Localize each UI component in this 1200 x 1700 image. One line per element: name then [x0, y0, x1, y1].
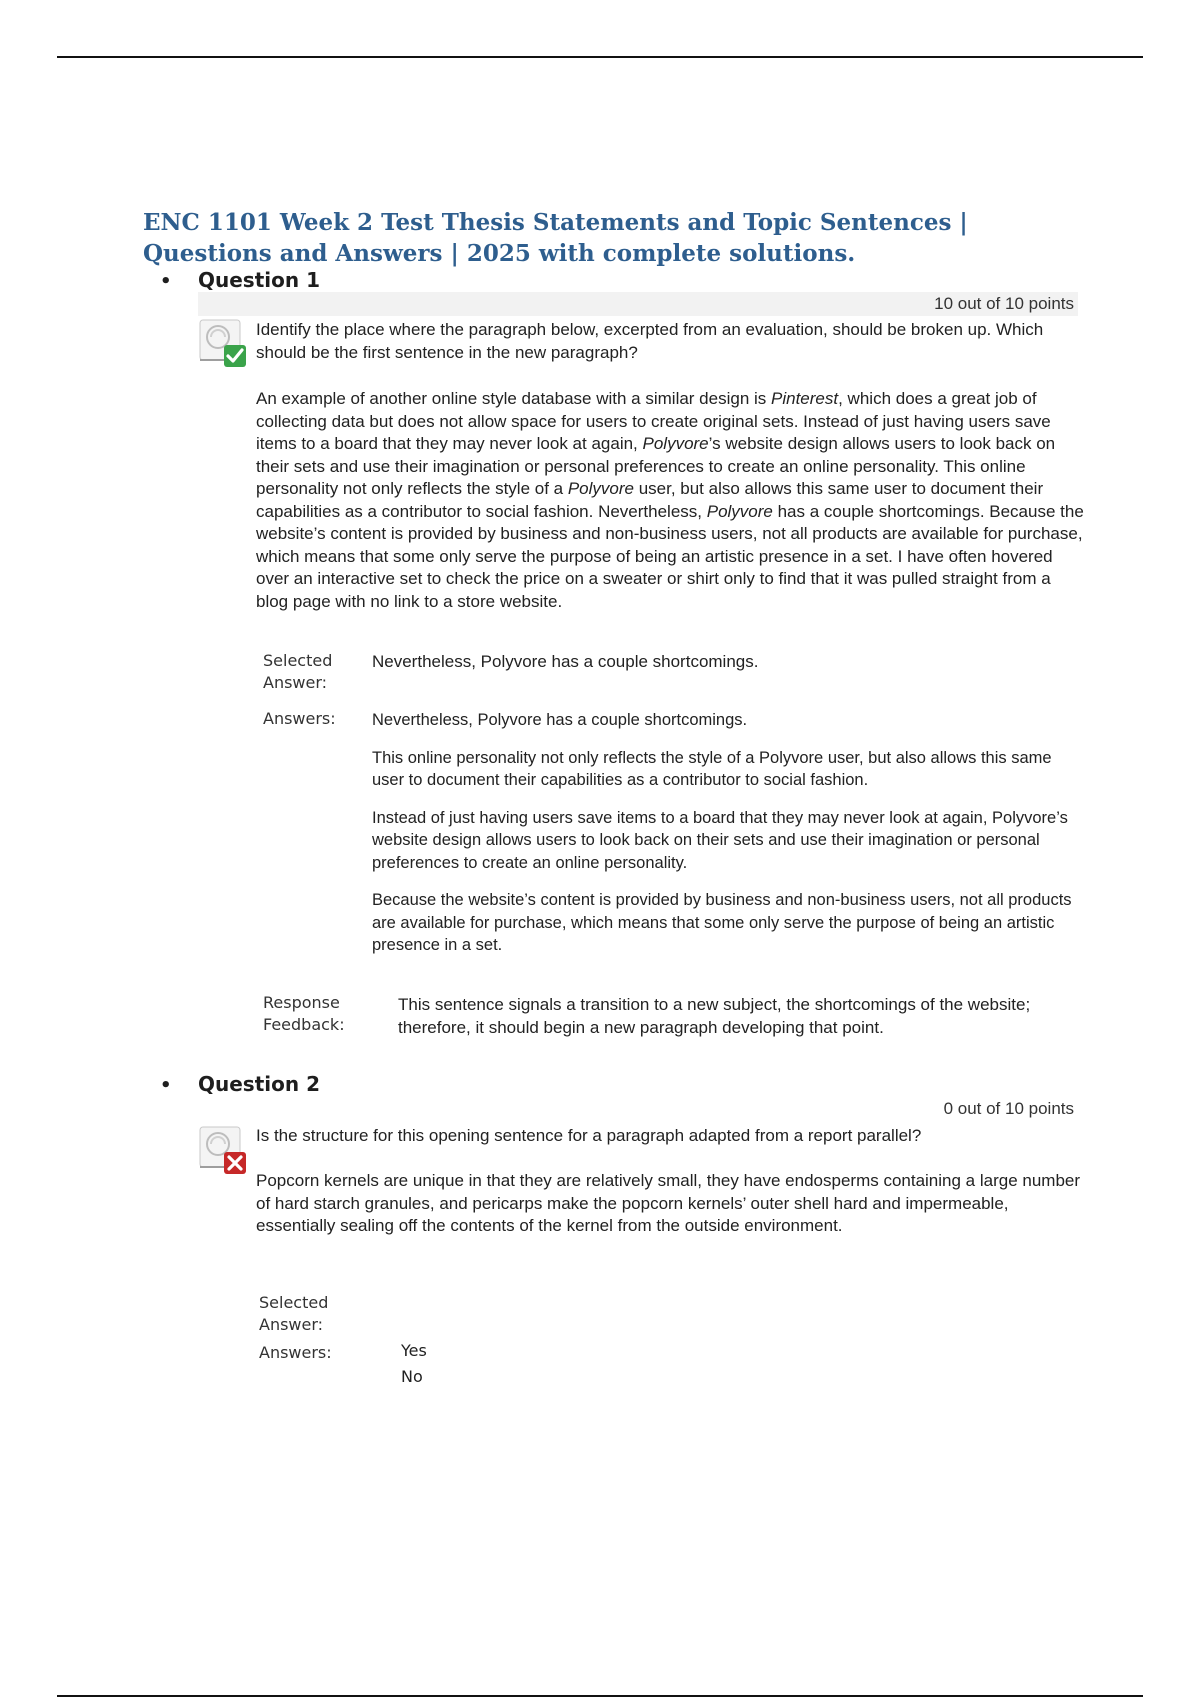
incorrect-x-icon [199, 1125, 249, 1175]
answer-option: Instead of just having users save items to a board that they may never look at again, Polyvore’s website design allows users to look back on their sets and use their imagination or personal preferences to create an online personality. [372, 808, 1068, 872]
answers-label: Answers: [263, 709, 336, 728]
question-2-title: Question 2 [198, 1072, 320, 1096]
question-1-prompt: Identify the place where the paragraph below, excerpted from an evaluation, should be broken up. Which should be the first sentence in the new paragraph? [256, 320, 1044, 362]
bullet: • [160, 1075, 172, 1096]
selected-answer-value: Nevertheless, Polyvore has a couple shortcomings. [372, 652, 759, 671]
footer-rule [57, 1695, 1143, 1697]
answer-list [372, 709, 1082, 972]
question-2-prompt: Is the structure for this opening sentence for a paragraph adapted from a report parallel? [256, 1126, 922, 1145]
answer-option: Because the website’s content is provided by business and non-business users, not all products are available for purchase, which means that some only serve the purpose of being an artistic presence in a set. [372, 891, 1072, 954]
question-1-heading [160, 268, 320, 292]
correct-check-icon [199, 318, 249, 368]
question-1-passage: An example of another online style database with a similar design is Pinterest, which does a great job of collecting data but does not allow space for users to create original sets. Instead of just having users save items to a board that they may never look at again, Polyvore’s website design allows users to look back on their sets and use their imagination or personal preferences to create an online personality. This online personality not only reflects the style of a Polyvore user, but also allows this same user to document their capabilities as a contributor to social fashion. Nevertheless, Polyvore has a couple shortcomings. Because the website’s content is provided by business and non-business users, not all products are available for purchase, which means that some only serve the purpose of being an artistic presence in a set. I have often hovered over an interactive set to check the price on a sweater or shirt only to find that it was pulled straight from a blog page with no link to a store website. [256, 389, 1084, 611]
question-1-score-bar [198, 292, 1078, 316]
question-1-score: 10 out of 10 points [934, 294, 1074, 313]
question-2-heading [160, 1072, 320, 1096]
answers-label: Answers: [259, 1343, 332, 1362]
answer-list [401, 1340, 441, 1392]
response-feedback-text: This sentence signals a transition to a new subject, the shortcomings of the website; therefore, it should begin a new paragraph developing that point. [398, 995, 1031, 1037]
question-1-title: Question 1 [198, 268, 320, 292]
bullet: • [160, 271, 172, 292]
answer-option: Nevertheless, Polyvore has a couple shortcomings. [372, 711, 748, 729]
selected-answer-label: Selected Answer: [263, 651, 333, 692]
answer-option-yes: Yes [401, 1341, 427, 1360]
document-title: ENC 1101 Week 2 Test Thesis Statements and Topic Sentences | Questions and Answers | 2025 with complete solutions. [143, 209, 968, 267]
question-2-score-bar [198, 1097, 1078, 1121]
answer-option: This online personality not only reflects the style of a Polyvore user, but also allows this same user to document their capabilities as a contributor to social fashion. [372, 748, 1052, 789]
selected-answer-label: Selected Answer: [259, 1293, 329, 1334]
response-feedback-label: Response Feedback: [263, 993, 345, 1034]
question-2-score: 0 out of 10 points [943, 1099, 1074, 1118]
answer-option-no: No [401, 1367, 423, 1386]
question-2-passage: Popcorn kernels are unique in that they are relatively small, they have endosperms containing a large number of hard starch granules, and pericarps make the popcorn kernels’ outer shell hard and impermeable, essentially sealing off the contents of the kernel from the outside environment. [256, 1171, 1081, 1235]
header-rule [57, 56, 1143, 58]
